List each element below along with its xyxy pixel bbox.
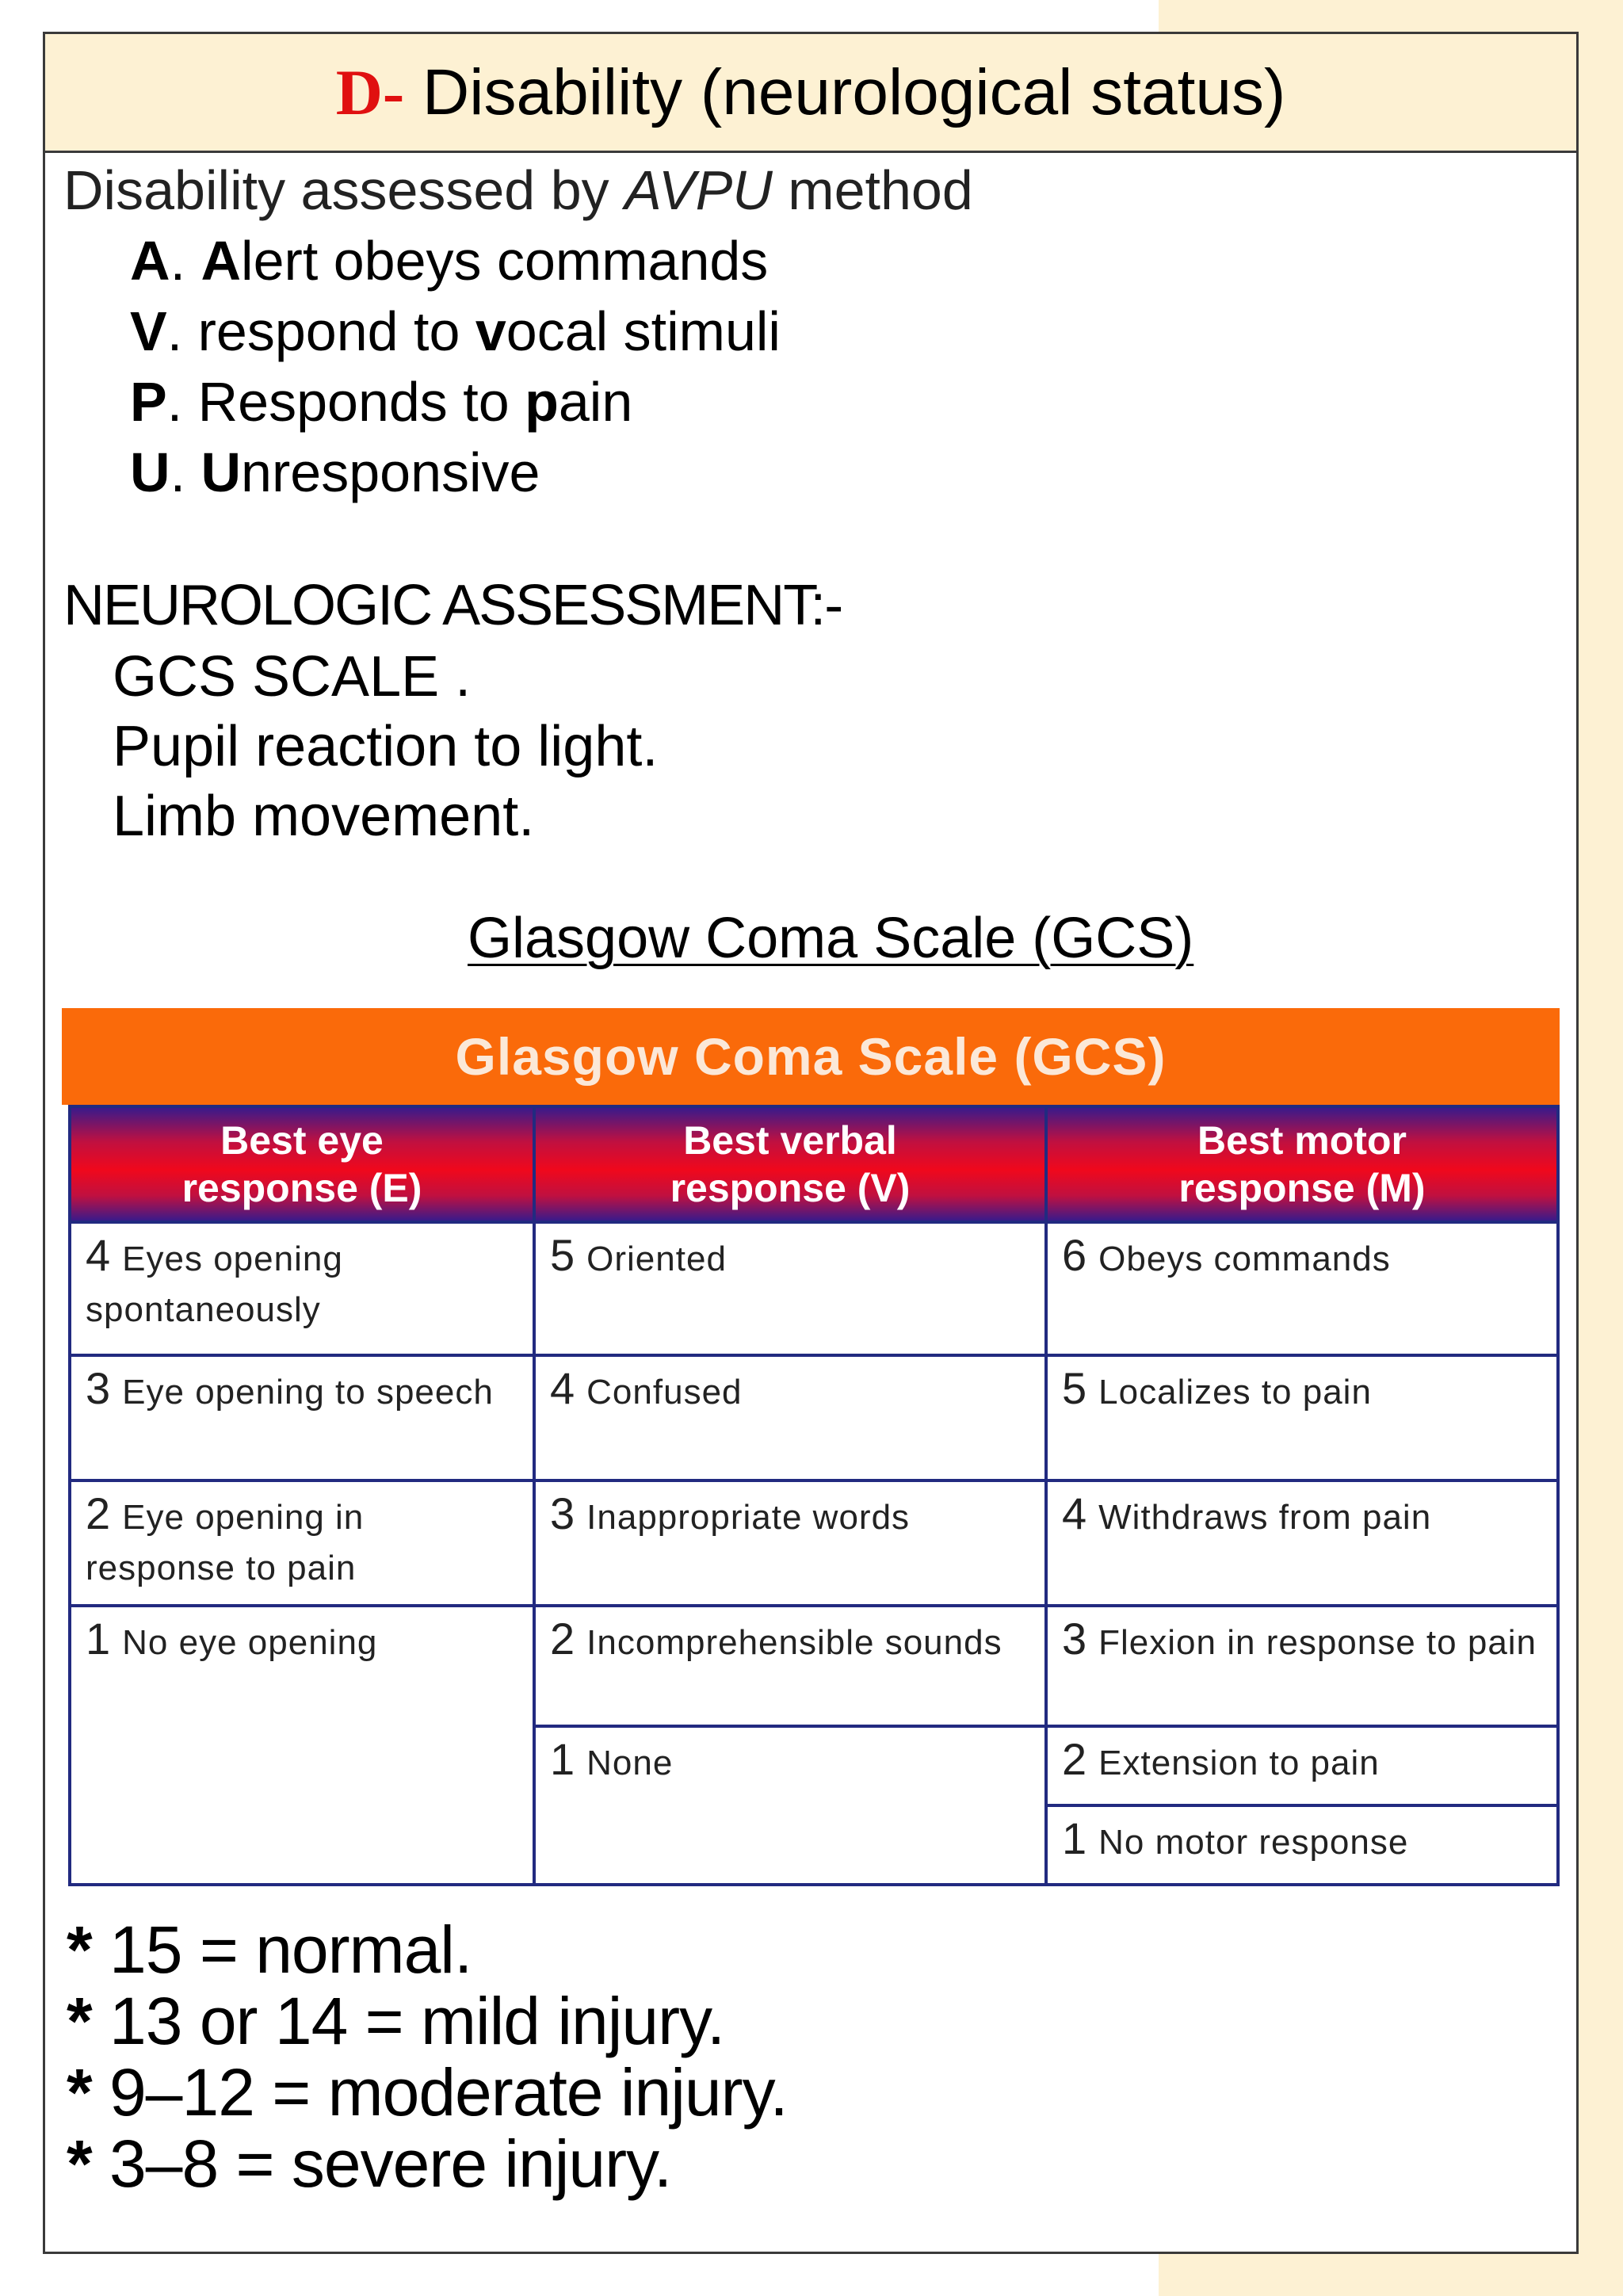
table-row xyxy=(70,1606,1558,1726)
table-row xyxy=(70,1222,1558,1355)
verbal-cell xyxy=(534,1726,1046,1885)
cell-text: Localizes to pain xyxy=(1098,1373,1372,1412)
column-header-eye xyxy=(70,1106,534,1222)
neuro-item: Limb movement. xyxy=(113,785,535,848)
neuro-item: GCS SCALE . xyxy=(113,645,472,709)
motor-cell xyxy=(1046,1805,1558,1885)
bullet-star: * xyxy=(67,2126,92,2201)
avpu-key: U xyxy=(130,441,170,503)
avpu-rest: lert obeys commands xyxy=(241,230,769,292)
score-number: 5 xyxy=(1062,1363,1088,1413)
neuro-heading: NEUROLOGIC ASSESSMENT:- xyxy=(63,574,842,637)
neuro-item: Pupil reaction to light. xyxy=(113,715,659,778)
score-number: 2 xyxy=(1062,1734,1088,1784)
score-number: 4 xyxy=(86,1230,112,1280)
avpu-key: A xyxy=(130,230,170,292)
severity-item xyxy=(67,2055,788,2130)
bullet-star: * xyxy=(67,2055,92,2130)
avpu-bold: A xyxy=(200,230,242,292)
page-title xyxy=(335,55,1286,128)
header-line: Best eye xyxy=(220,1118,384,1163)
cell-text: Withdraws from pain xyxy=(1098,1498,1432,1537)
bullet-star: * xyxy=(67,1984,92,2058)
header-line: Best verbal xyxy=(683,1118,897,1163)
score-number: 1 xyxy=(1062,1813,1088,1863)
avpu-bold: U xyxy=(200,441,242,503)
cell-text: Oriented xyxy=(586,1240,727,1278)
column-header-verbal xyxy=(534,1106,1046,1222)
severity-item xyxy=(67,1984,725,2058)
header-band xyxy=(45,34,1576,153)
score-number: 1 xyxy=(550,1734,576,1784)
score-number: 4 xyxy=(550,1363,576,1413)
table-row xyxy=(70,1355,1558,1480)
score-number: 2 xyxy=(550,1614,576,1664)
avpu-intro-post: method xyxy=(772,159,973,221)
gcs-table-figure xyxy=(62,1008,1560,1886)
verbal-cell xyxy=(534,1222,1046,1355)
cell-text: Flexion in response to pain xyxy=(1098,1623,1537,1662)
header-line: response (E) xyxy=(181,1166,422,1210)
bullet-star: * xyxy=(67,1912,92,1987)
verbal-cell xyxy=(534,1480,1046,1606)
verbal-cell xyxy=(534,1355,1046,1480)
avpu-item-u xyxy=(130,441,540,503)
score-number: 1 xyxy=(86,1614,112,1664)
cell-text: Eye opening to speech xyxy=(122,1373,494,1412)
avpu-sep: . Responds to xyxy=(166,371,525,433)
avpu-rest: ocal stimuli xyxy=(506,300,781,362)
avpu-method: AVPU xyxy=(624,159,773,221)
cell-text: Obeys commands xyxy=(1098,1240,1391,1278)
header-line: response (V) xyxy=(670,1166,911,1210)
avpu-sep: . respond to xyxy=(166,300,475,362)
avpu-key: V xyxy=(130,300,167,362)
score-number: 3 xyxy=(86,1363,112,1413)
avpu-bold: v xyxy=(475,300,506,362)
gcs-banner xyxy=(62,1008,1560,1105)
header-line: response (M) xyxy=(1178,1166,1426,1210)
severity-text: 13 or 14 = mild injury. xyxy=(109,1984,725,2058)
severity-text: 15 = normal. xyxy=(109,1912,472,1987)
score-number: 5 xyxy=(550,1230,576,1280)
table-row xyxy=(70,1480,1558,1606)
motor-cell xyxy=(1046,1222,1558,1355)
verbal-cell xyxy=(534,1606,1046,1726)
avpu-intro-pre: Disability assessed by xyxy=(63,159,625,221)
eye-cell xyxy=(70,1222,534,1355)
header-line: Best motor xyxy=(1197,1118,1407,1163)
title-text: Disability (neurological status) xyxy=(422,55,1286,128)
eye-cell xyxy=(70,1606,534,1885)
avpu-item-a xyxy=(130,230,769,292)
column-header-motor xyxy=(1046,1106,1558,1222)
cell-text: Incomprehensible sounds xyxy=(586,1623,1002,1662)
motor-cell xyxy=(1046,1355,1558,1480)
avpu-item-p xyxy=(130,371,633,433)
gcs-table xyxy=(68,1105,1560,1886)
gcs-heading: Glasgow Coma Scale (GCS) xyxy=(468,907,1194,970)
eye-cell xyxy=(70,1480,534,1606)
severity-text: 9–12 = moderate injury. xyxy=(109,2055,788,2130)
cell-text: No eye opening xyxy=(122,1623,378,1662)
gcs-banner-text: Glasgow Coma Scale (GCS) xyxy=(455,1027,1167,1086)
score-number: 3 xyxy=(550,1488,576,1538)
cell-text: Eyes opening spontaneously xyxy=(86,1240,343,1329)
score-number: 4 xyxy=(1062,1488,1088,1538)
motor-cell xyxy=(1046,1606,1558,1726)
cell-text: No motor response xyxy=(1098,1823,1409,1862)
avpu-item-v xyxy=(130,300,781,362)
cell-text: Inappropriate words xyxy=(586,1498,911,1537)
cell-text: Extension to pain xyxy=(1098,1744,1380,1782)
avpu-rest: nresponsive xyxy=(241,441,540,503)
cell-text: Confused xyxy=(586,1373,743,1412)
score-number: 6 xyxy=(1062,1230,1088,1280)
score-number: 3 xyxy=(1062,1614,1088,1664)
avpu-sep: . xyxy=(170,230,201,292)
avpu-rest: ain xyxy=(558,371,633,433)
severity-item xyxy=(67,2126,672,2201)
cell-text: Eye opening in response to pain xyxy=(86,1498,365,1587)
score-number: 2 xyxy=(86,1488,112,1538)
avpu-bold: p xyxy=(525,371,559,433)
eye-cell xyxy=(70,1355,534,1480)
avpu-intro xyxy=(63,159,973,221)
motor-cell xyxy=(1046,1480,1558,1606)
severity-item xyxy=(67,1912,472,1987)
avpu-sep: . xyxy=(170,441,201,503)
avpu-key: P xyxy=(130,371,167,433)
cell-text: None xyxy=(586,1744,674,1782)
severity-text: 3–8 = severe injury. xyxy=(109,2126,672,2201)
motor-cell xyxy=(1046,1726,1558,1805)
title-letter: D- xyxy=(335,55,405,128)
